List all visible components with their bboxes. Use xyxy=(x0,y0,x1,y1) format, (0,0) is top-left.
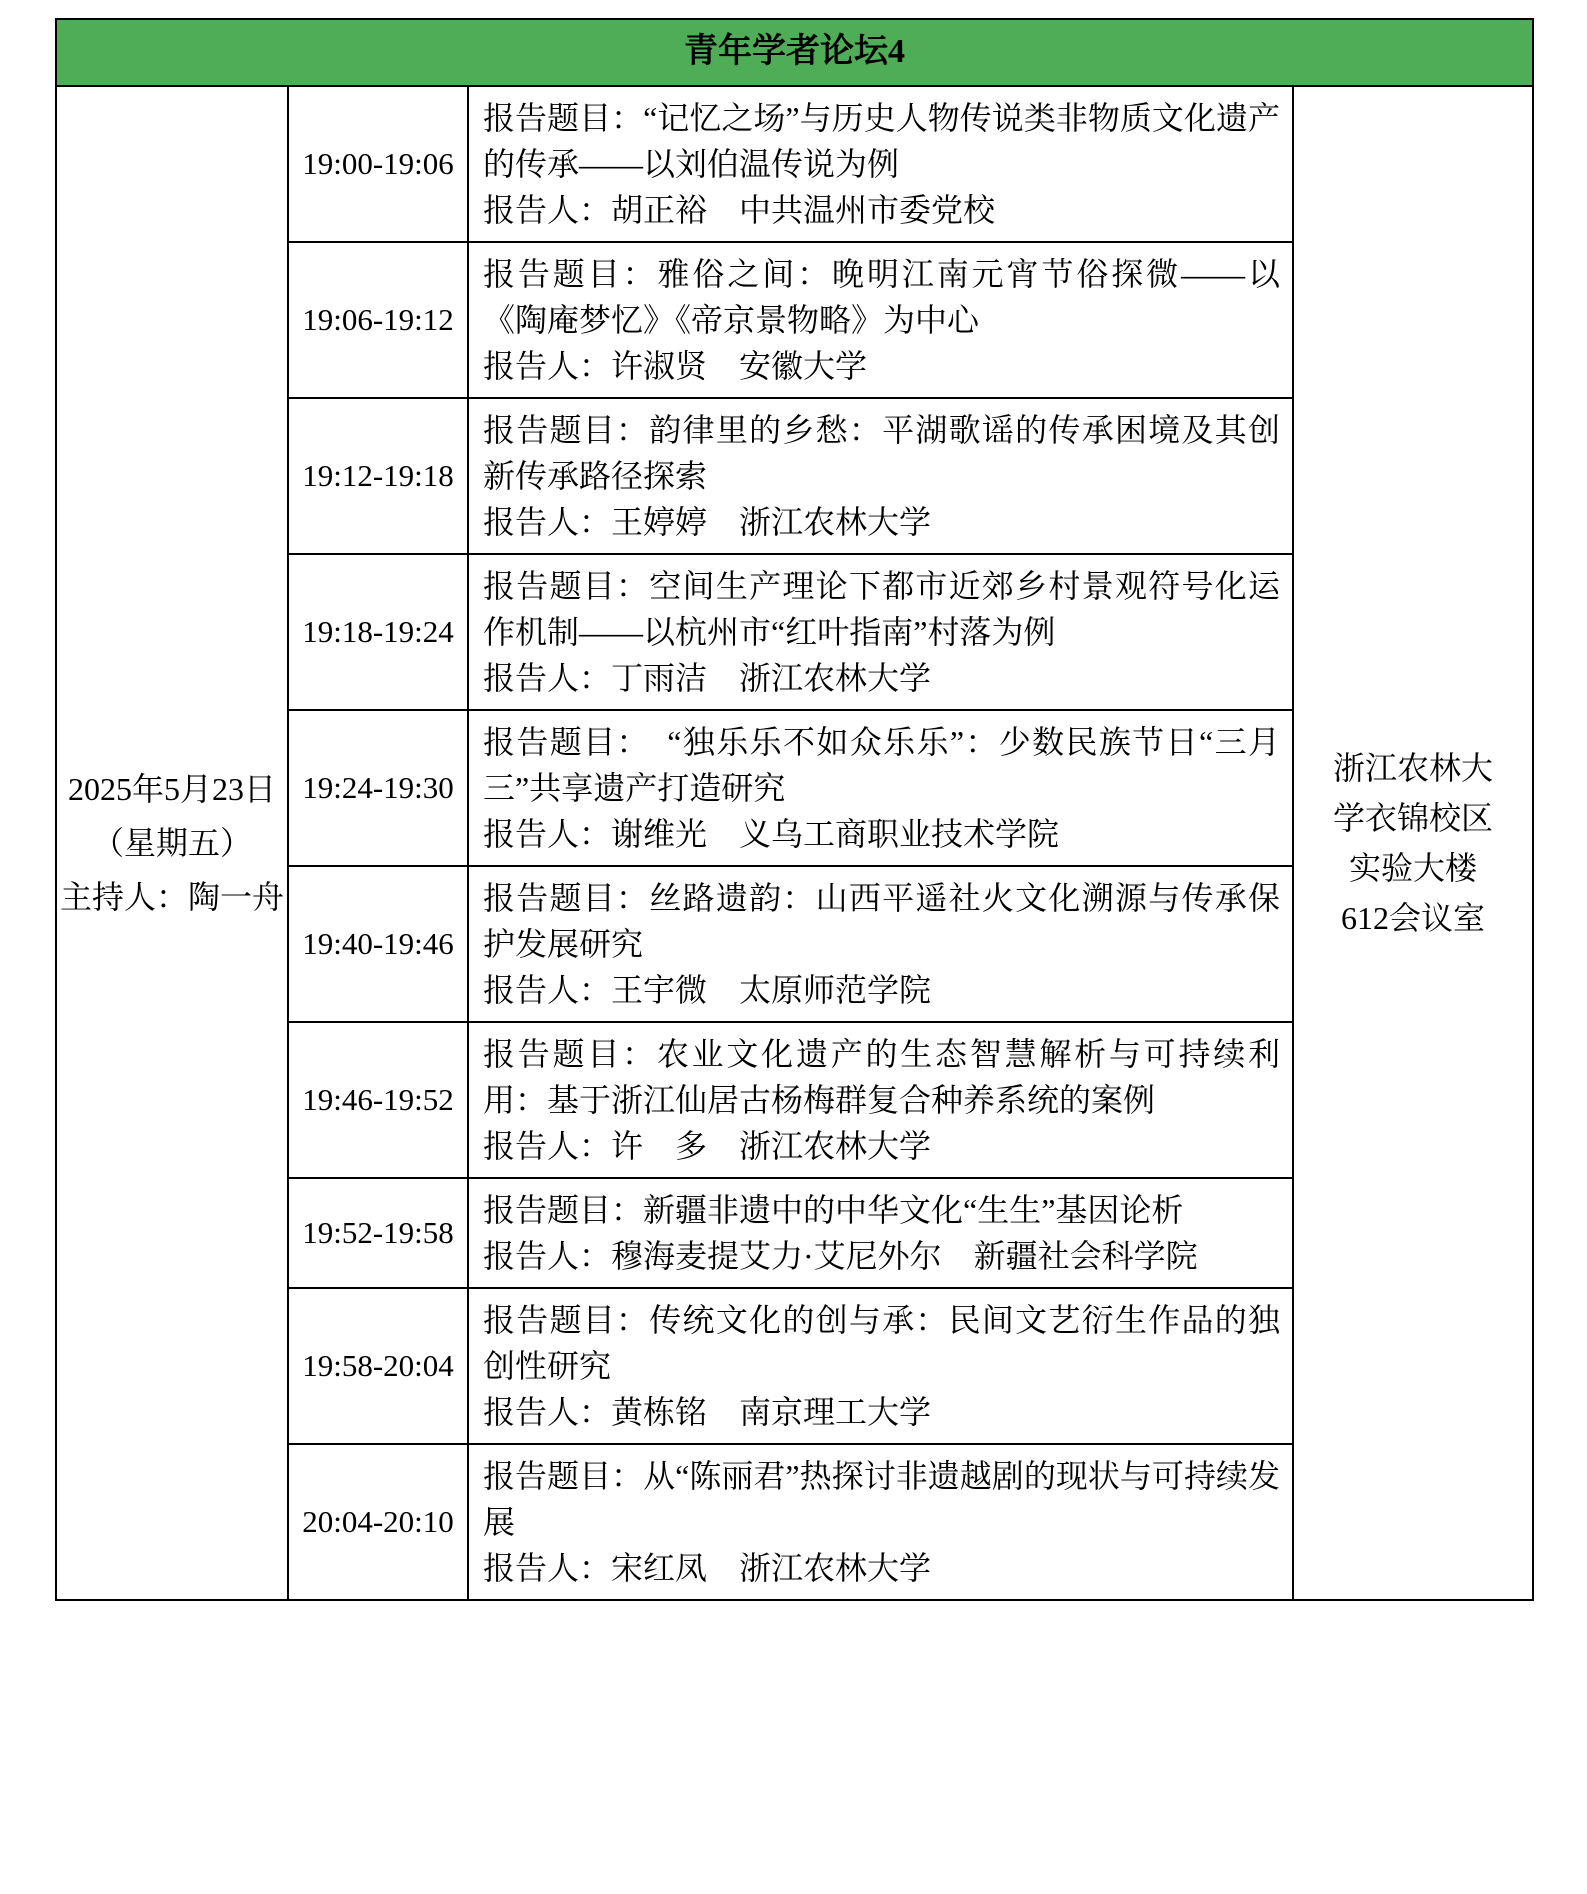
venue-line: 学衣锦校区 xyxy=(1332,799,1493,836)
talk-cell xyxy=(468,1178,1293,1288)
venue-line: 浙江农林大 xyxy=(1332,749,1493,786)
talk-presenter: 报告人：黄栋铭 南京理工大学 xyxy=(483,1393,932,1430)
time-cell: 19:52-19:58 xyxy=(288,1178,468,1288)
talk-title: 报告题目：丝路遗韵：山西平遥社火文化溯源与传承保护发展研究 xyxy=(483,879,1280,962)
talk-title: 报告题目：传统文化的创与承：民间文艺衍生作品的独创性研究 xyxy=(483,1301,1280,1384)
talk-cell xyxy=(468,1288,1293,1444)
talk-cell xyxy=(468,554,1293,710)
time-cell: 19:18-19:24 xyxy=(288,554,468,710)
talk-presenter: 报告人：穆海麦提艾力·艾尼外尔 新疆社会科学院 xyxy=(483,1237,1198,1274)
talk-title: 报告题目： “独乐乐不如众乐乐”：少数民族节日“三月三”共享遗产打造研究 xyxy=(483,723,1280,806)
table-row xyxy=(56,86,1533,242)
time-cell: 19:06-19:12 xyxy=(288,242,468,398)
talk-cell xyxy=(468,866,1293,1022)
talk-cell xyxy=(468,242,1293,398)
venue-cell xyxy=(1293,86,1533,1600)
time-cell: 19:24-19:30 xyxy=(288,710,468,866)
time-cell: 19:12-19:18 xyxy=(288,398,468,554)
talk-cell xyxy=(468,1444,1293,1600)
venue-line: 实验大楼 xyxy=(1348,849,1477,886)
talk-title: 报告题目：从“陈丽君”热探讨非遗越剧的现状与可持续发展 xyxy=(483,1457,1280,1540)
talk-presenter: 报告人：王宇微 太原师范学院 xyxy=(483,971,932,1008)
forum-schedule-table xyxy=(55,18,1534,1601)
talk-presenter: 报告人：王婷婷 浙江农林大学 xyxy=(483,503,932,540)
session-host: 主持人：陶一舟 xyxy=(59,878,284,915)
talk-presenter: 报告人：谢维光 义乌工商职业技术学院 xyxy=(483,815,1060,852)
session-weekday: （星期五） xyxy=(91,824,252,861)
session-date: 2025年5月23日 xyxy=(67,770,276,807)
talk-title: 报告题目：“记忆之场”与历史人物传说类非物质文化遗产的传承——以刘伯温传说为例 xyxy=(483,99,1280,182)
talk-title: 报告题目：新疆非遗中的中华文化“生生”基因论析 xyxy=(483,1191,1184,1228)
talk-presenter: 报告人：许 多 浙江农林大学 xyxy=(483,1127,932,1164)
time-cell: 20:04-20:10 xyxy=(288,1444,468,1600)
session-date-cell xyxy=(56,86,288,1600)
talk-presenter: 报告人：丁雨洁 浙江农林大学 xyxy=(483,659,932,696)
talk-title: 报告题目：韵律里的乡愁：平湖歌谣的传承困境及其创新传承路径探索 xyxy=(483,411,1280,494)
time-cell: 19:00-19:06 xyxy=(288,86,468,242)
header-row xyxy=(56,19,1533,86)
venue-line: 612会议室 xyxy=(1340,899,1485,936)
talk-presenter: 报告人：宋红凤 浙江农林大学 xyxy=(483,1549,932,1586)
time-cell: 19:58-20:04 xyxy=(288,1288,468,1444)
talk-cell xyxy=(468,1022,1293,1178)
talk-cell xyxy=(468,398,1293,554)
talk-title: 报告题目：农业文化遗产的生态智慧解析与可持续利用：基于浙江仙居古杨梅群复合种养系统的案例 xyxy=(483,1035,1280,1118)
time-cell: 19:40-19:46 xyxy=(288,866,468,1022)
time-cell: 19:46-19:52 xyxy=(288,1022,468,1178)
talk-presenter: 报告人：许淑贤 安徽大学 xyxy=(483,347,868,384)
forum-title: 青年学者论坛4 xyxy=(56,19,1533,86)
talk-title: 报告题目：雅俗之间：晚明江南元宵节俗探微——以《陶庵梦忆》《帝京景物略》为中心 xyxy=(483,255,1280,338)
talk-presenter: 报告人：胡正裕 中共温州市委党校 xyxy=(483,191,996,228)
talk-title: 报告题目：空间生产理论下都市近郊乡村景观符号化运作机制——以杭州市“红叶指南”村落为例 xyxy=(483,567,1280,650)
talk-cell xyxy=(468,86,1293,242)
talk-cell xyxy=(468,710,1293,866)
